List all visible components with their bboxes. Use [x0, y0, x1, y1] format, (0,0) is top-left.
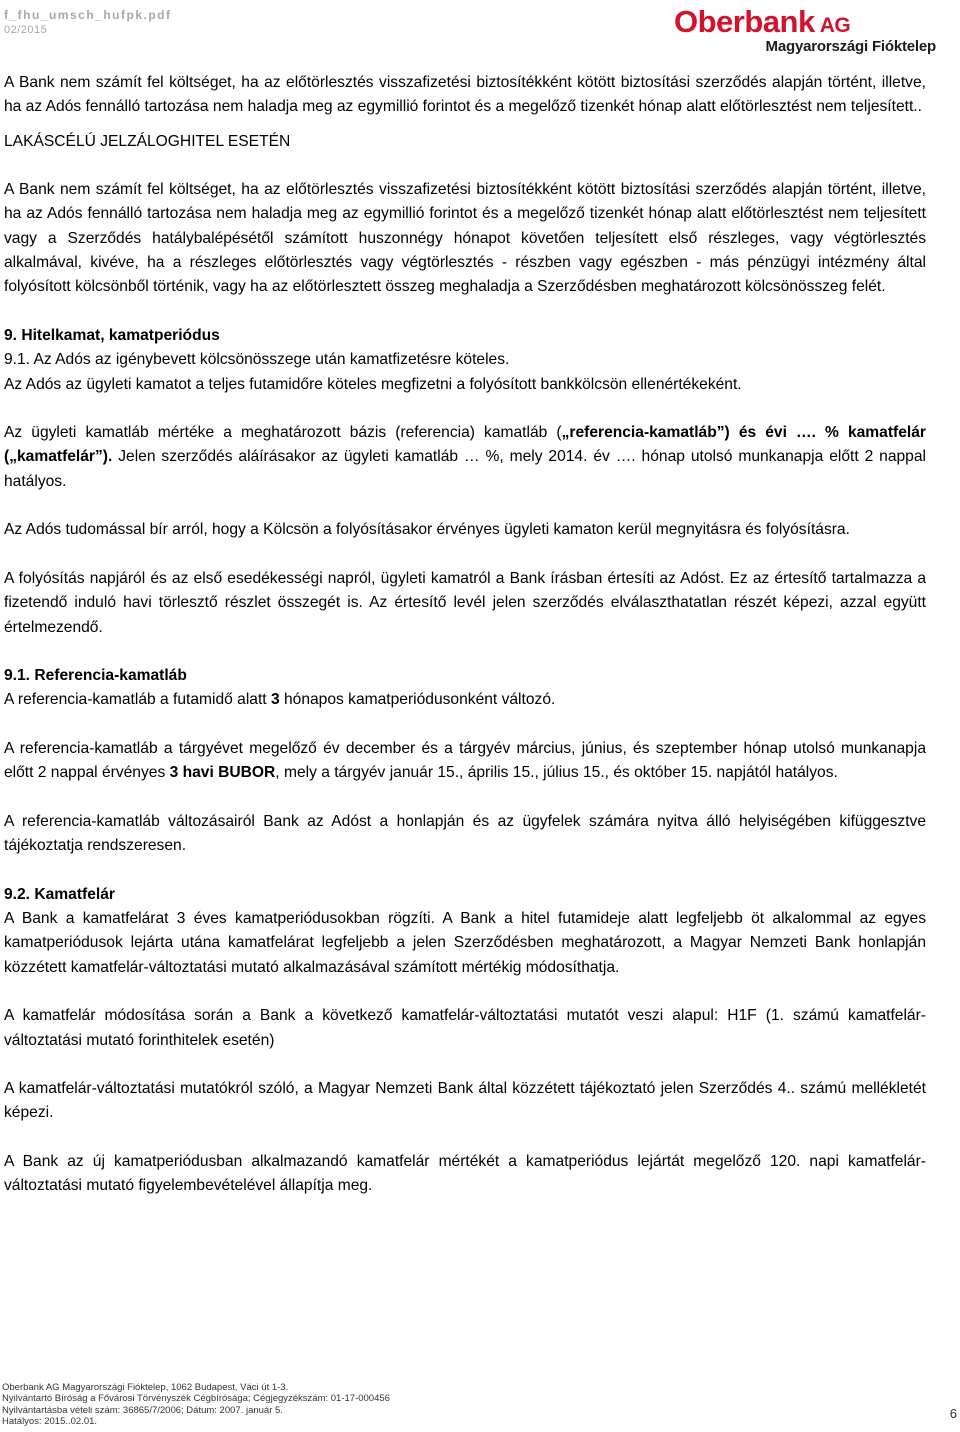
footer-registry: Nyilvántartó Bíróság a Fővárosi Törvényszék Cégbírósága; Cégjegyzékszám: 01-17-000456	[2, 1393, 390, 1405]
paragraph-bubor	[4, 737, 926, 786]
reference-period-text-2: hónapos kamatperiódusonként változó.	[279, 691, 556, 709]
bubor-bold: 3 havi BUBOR	[169, 764, 276, 782]
logo-suffix: AG	[819, 14, 851, 37]
interest-rate-bold: „referencia-kamatláb”) és évi …. % kamatfelár („kamatfelár”).	[4, 424, 926, 466]
footer-address: Oberbank AG Magyarországi Fióktelep, 1062 Budapest, Váci út 1-3.	[2, 1382, 289, 1393]
document-file-code: f_fhu_umsch_hufpk.pdf	[4, 8, 172, 22]
paragraph-new-period-margin: A Bank az új kamatperiódusban alkalmazandó kamatfelár mértékét a kamatperiódus lejártát megelőző 120. napi kamatfelár-változtatási mutató figyelembevételével állapítja meg.	[4, 1153, 926, 1195]
paragraph-annex: A kamatfelár-változtatási mutatókról szóló, a Magyar Nemzeti Bank által közzétett tájékoztató jelen Szerződés 4.. számú mellékletét képezi.	[4, 1080, 926, 1122]
logo-wordmark	[674, 4, 850, 40]
interest-rate-text-2: Jelen szerződés aláírásakor az ügyleti kamatláb … %, mely 2014. év …. hónap utolsó munkanapja előtt 2 nappal hatályos.	[4, 448, 926, 490]
document-footer	[2, 1382, 390, 1428]
bubor-text-2: , mely a tárgyév január 15., április 15., július 15., és október 15. napjától hatályos.	[275, 764, 838, 782]
section-heading-9-1: 9.1. Referencia-kamatláb	[4, 667, 187, 685]
section-heading-9: 9. Hitelkamat, kamatperiódus	[4, 326, 220, 344]
paragraph-housing-fee-exemption: A Bank nem számít fel költséget, ha az előtörlesztés visszafizetési biztosítékként kötött biztosítási szerződés alapján történt, illetve, ha az Adós fennálló tartozása nem haladja meg az egymillió forintot és a megelőző tizenkét hónap alatt előtörlesztést nem teljesített vagy a Szerződés hatálybalépésétől számított huszonnégy hónapot követően teljesített első részleges, vagy végtörlesztés alkalmával, kivéve, ha a részleges előtörlesztés vagy végtörlesztés - részben vagy egészben - más pénzügyi intézmény által folyósított kölcsönből történik, vagy ha az előtörlesztett összeg meghaladja a Szerződésben meghatározott kölcsönösszeg felét.	[4, 181, 926, 296]
paragraph-reference-period	[4, 688, 926, 712]
paragraph-reference-notice: A referencia-kamatláb változásairól Bank az Adóst a honlapján és az ügyfelek számára nyitva álló helyiségében kifüggesztve tájékoztatja rendszeresen.	[4, 812, 926, 855]
paragraph-9-1: 9.1. Az Adós az igénybevett kölcsönösszege után kamatfizetésre köteles.	[4, 351, 510, 369]
reference-period-text-1: A referencia-kamatláb a futamidő alatt	[4, 691, 271, 709]
logo-name: Oberbank	[674, 4, 815, 39]
footer-registration: Nyilvántartásba vételi szám: 36865/7/2006; Dátum: 2007. január 5.	[2, 1404, 283, 1416]
reference-period-bold: 3	[270, 691, 280, 709]
paragraph-notification: A folyósítás napjáról és az első esedékességi napról, ügyleti kamatról a Bank írásban értesíti az Adóst. Ez az értesítő tartalmazza a fizetendő induló havi törlesztő részlet összegét is. Az értesítő levél jelen szerződés elválaszthatatlan részét képezi, azzal együtt értelmezendő.	[4, 569, 926, 636]
paragraph-interest-obligation: Az Adós az ügyleti kamatot a teljes futamidőre köteles megfizetni a folyósított bankkölcsön ellenértékeként.	[4, 375, 742, 393]
section-heading-9-2: 9.2. Kamatfelár	[4, 885, 115, 903]
paragraph-fee-exemption: A Bank nem számít fel költséget, ha az előtörlesztés visszafizetési biztosítékként kötött biztosítási szerződés alapján történt, illetve, ha az Adós fennálló tartozása nem haladja meg az egymillió forintot és a megelőző tizenkét hónap alatt előtörlesztést nem teljesített..	[4, 74, 926, 116]
paragraph-interest-rate	[4, 421, 926, 494]
logo-subtitle: Magyarországi Fióktelep	[765, 38, 936, 55]
document-body	[4, 71, 926, 1199]
paragraph-margin-fixing: A Bank a kamatfelárat 3 éves kamatperiódusokban rögzíti. A Bank a hitel futamideje alatt legfeljebb öt alkalommal az egyes kamatperiódusok lejárta utána kamatfelárat legfeljebb a jelen Szerződésben meghatározott, a Magyar Nemzeti Bank honlapján közzétett kamatfelár-változtatási mutató alkalmazásával számított mértékig módosíthatja.	[4, 910, 926, 976]
paragraph-disbursement-rate: Az Adós tudomással bír arról, hogy a Kölcsön a folyósításakor érvényes ügyleti kamaton kerül megnyitásra és folyósításra.	[4, 521, 850, 539]
interest-rate-text-1: Az ügyleti kamatláb mértéke a meghatározott bázis (referencia) kamatláb (	[4, 424, 562, 442]
footer-effective-date: Hatályos: 2015..02.01.	[2, 1416, 98, 1428]
bubor-text-1: A referencia-kamatláb a tárgyévet megelőző év december és a tárgyév március, június, és szeptember hónap utolsó munkanapja előtt 2 nappal érvényes	[4, 740, 926, 782]
page-number: 6	[949, 1406, 957, 1421]
section-heading-housing-mortgage: LAKÁSCÉLÚ JELZÁLOGHITEL ESETÉN	[4, 132, 291, 150]
document-date: 02/2015	[4, 24, 48, 36]
paragraph-margin-indicator: A kamatfelár módosítása során a Bank a következő kamatfelár-változtatási mutatót veszi alapul: H1F (1. számú kamatfelár-változtatási mutató forinthitelek esetén)	[4, 1007, 926, 1049]
oberbank-logo	[674, 4, 936, 58]
